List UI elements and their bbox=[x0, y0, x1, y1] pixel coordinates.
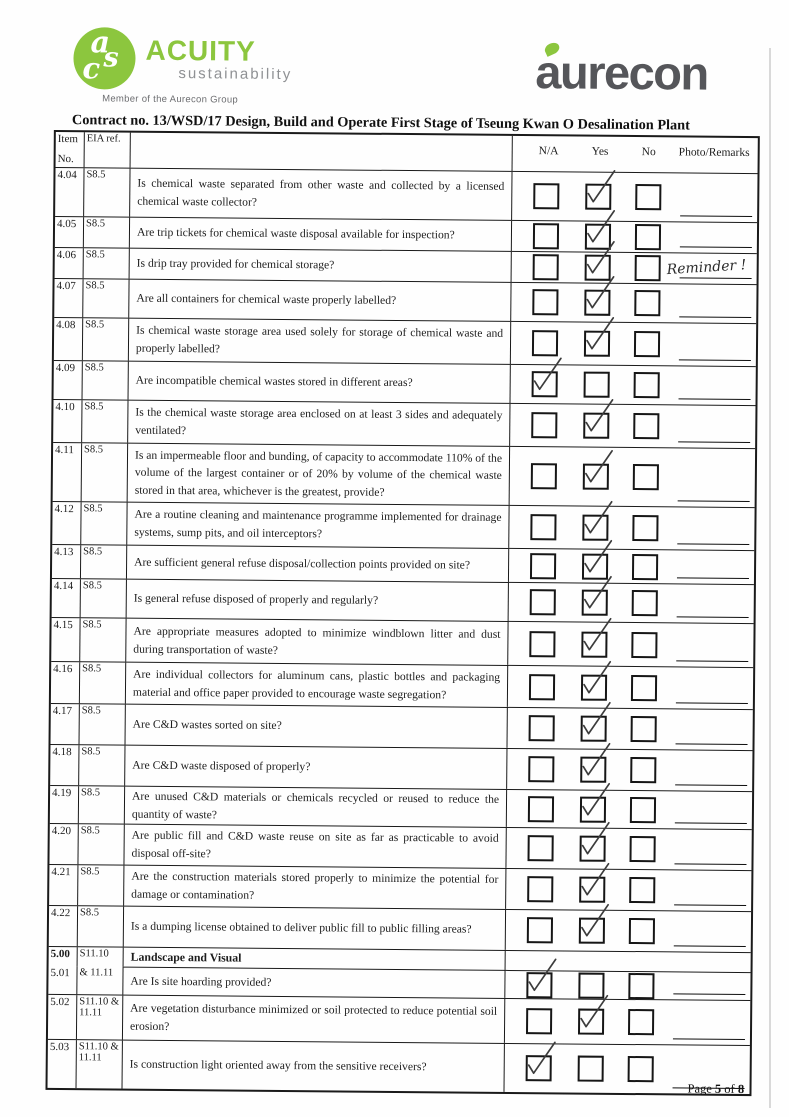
checkbox-na[interactable] bbox=[526, 1055, 552, 1081]
acuity-monogram-letter: c bbox=[82, 51, 101, 86]
answer-cell bbox=[512, 221, 757, 253]
item-number: 4.09 bbox=[54, 361, 83, 399]
aurecon-logo-text: aurecon bbox=[535, 45, 708, 100]
remark-line bbox=[673, 993, 745, 995]
table-row bbox=[51, 703, 753, 750]
remark-line bbox=[680, 246, 752, 248]
eia-ref: S8.5 bbox=[84, 248, 130, 278]
item-number: 4.19 bbox=[50, 786, 79, 823]
document-title: Contract no. 13/WSD/17 Design, Build and Operate First Stage of Tseung Kwan O Desalination Plant bbox=[71, 112, 690, 134]
question-cell bbox=[123, 996, 505, 1043]
checkbox-no[interactable] bbox=[634, 290, 660, 316]
column-header-answers bbox=[513, 136, 758, 173]
question-cell bbox=[130, 169, 512, 220]
checkbox-na[interactable] bbox=[533, 183, 559, 209]
eia-ref: S8.5 bbox=[81, 545, 127, 578]
item-number: 4.11 bbox=[53, 443, 83, 501]
question-text: Are incompatible chemical wastes stored in different areas? bbox=[135, 373, 413, 390]
answer-cell bbox=[507, 790, 752, 829]
remark-line bbox=[677, 577, 749, 579]
question-cell bbox=[129, 362, 511, 403]
page-label: Page bbox=[687, 1081, 712, 1096]
checkbox-na[interactable] bbox=[530, 514, 556, 540]
table-row bbox=[52, 578, 754, 623]
acuity-logo-subtitle: sustainability bbox=[178, 65, 293, 84]
item-header-line1: Item bbox=[57, 132, 79, 146]
checkbox-yes[interactable] bbox=[580, 796, 606, 822]
answer-cell bbox=[506, 828, 751, 870]
checkbox-no[interactable] bbox=[630, 757, 656, 783]
checkbox-yes[interactable] bbox=[585, 224, 611, 250]
answer-cell bbox=[509, 583, 754, 623]
checkbox-no[interactable] bbox=[634, 372, 660, 398]
table-row bbox=[48, 994, 750, 1045]
page-of: of bbox=[724, 1081, 735, 1096]
remark-line bbox=[675, 784, 747, 786]
remark-line bbox=[674, 863, 746, 865]
checkbox-yes[interactable] bbox=[581, 631, 607, 657]
question-cell bbox=[127, 503, 509, 548]
checkbox-yes[interactable] bbox=[580, 836, 606, 862]
page-current: 5 bbox=[714, 1081, 722, 1096]
checkbox-yes[interactable] bbox=[582, 590, 608, 616]
table-row bbox=[50, 744, 752, 791]
table-row bbox=[55, 168, 757, 222]
remark-line bbox=[674, 904, 746, 906]
answer-cell bbox=[506, 910, 751, 952]
checkbox-yes[interactable] bbox=[582, 515, 608, 541]
checkbox-yes[interactable] bbox=[580, 757, 606, 783]
table-row bbox=[52, 501, 754, 550]
table-body bbox=[48, 168, 758, 1097]
checkbox-yes[interactable] bbox=[584, 331, 610, 357]
question-text: Are individual collectors for aluminum cans, plastic bottles and packaging material and office paper provided to encourage waste segregation? bbox=[132, 667, 501, 701]
checkbox-na[interactable] bbox=[532, 330, 558, 356]
checkbox-yes[interactable] bbox=[578, 1056, 604, 1082]
checkbox-yes[interactable] bbox=[578, 972, 604, 998]
answer-cell bbox=[512, 172, 757, 222]
checkbox-no[interactable] bbox=[628, 1009, 654, 1035]
eia-ref: S8.5 bbox=[80, 704, 126, 744]
item-number: 4.04 bbox=[55, 168, 84, 216]
answer-cell bbox=[510, 404, 755, 448]
eia-ref: S8.5 bbox=[78, 865, 124, 905]
checkbox-no[interactable] bbox=[633, 413, 659, 439]
column-header-eia: EIA ref. bbox=[85, 132, 131, 167]
checkbox-yes[interactable] bbox=[585, 184, 611, 210]
checkbox-na[interactable] bbox=[531, 412, 557, 438]
table-row bbox=[49, 864, 751, 911]
question-text: Is the chemical waste storage area enclosed on at least 3 sides and adequately ventilated? bbox=[135, 406, 503, 438]
table-row bbox=[51, 661, 753, 709]
answer-cell bbox=[511, 283, 756, 323]
column-header-remarks: Photo/Remarks bbox=[678, 146, 750, 160]
question-text: Landscape and Visual bbox=[130, 949, 242, 965]
item-number: 4.15 bbox=[51, 618, 80, 661]
item-number: 4.21 bbox=[49, 865, 78, 905]
acuity-member-line: Member of the Aurecon Group bbox=[102, 93, 239, 106]
checkbox-na[interactable] bbox=[528, 835, 554, 861]
table-row bbox=[51, 617, 753, 667]
checkbox-no[interactable] bbox=[631, 716, 657, 742]
checkbox-yes[interactable] bbox=[583, 413, 609, 439]
checkbox-na[interactable] bbox=[527, 876, 553, 902]
checkbox-na[interactable] bbox=[528, 756, 554, 782]
item-number: 4.17 bbox=[51, 704, 80, 744]
checkbox-yes[interactable] bbox=[581, 716, 607, 742]
checkbox-no[interactable] bbox=[628, 972, 654, 998]
remark-handwriting: Reminder ! bbox=[666, 257, 748, 279]
acuity-monogram-letter: a bbox=[90, 25, 111, 61]
question-cell bbox=[126, 705, 508, 748]
question-text: Are C&D wastes sorted on site? bbox=[132, 717, 282, 733]
remark-line bbox=[679, 359, 751, 361]
checkbox-no[interactable] bbox=[634, 331, 660, 357]
question-text: Is chemical waste storage area used solely for storage of chemical waste and properly labelled? bbox=[135, 324, 504, 356]
checkbox-na[interactable] bbox=[530, 553, 556, 579]
checkbox-na[interactable] bbox=[532, 371, 558, 397]
question-text: Are a routine cleaning and maintenance programme implemented for drainage systems, sump pits, and oil interceptors? bbox=[134, 508, 502, 541]
checkbox-no[interactable] bbox=[629, 877, 655, 903]
question-cell bbox=[128, 401, 510, 446]
remark-line bbox=[680, 215, 752, 217]
column-header-yes: Yes bbox=[591, 145, 609, 158]
item-number: 5.01 bbox=[48, 966, 77, 994]
column-header-na: N/A bbox=[538, 145, 559, 158]
checklist-table bbox=[45, 130, 759, 1096]
item-number: 4.07 bbox=[54, 279, 83, 317]
table-row bbox=[50, 785, 752, 829]
remark-line bbox=[676, 702, 748, 704]
column-header-question bbox=[131, 133, 513, 171]
table-row bbox=[53, 399, 755, 448]
item-number: 4.08 bbox=[54, 318, 83, 360]
checkbox-na[interactable] bbox=[530, 589, 556, 615]
checkbox-na[interactable] bbox=[533, 254, 559, 280]
checkbox-no[interactable] bbox=[632, 590, 658, 616]
item-number: 4.20 bbox=[49, 824, 78, 864]
answer-cell bbox=[506, 951, 751, 972]
checkbox-no[interactable] bbox=[629, 836, 655, 862]
answer-cell bbox=[507, 708, 752, 750]
answer-cell bbox=[509, 506, 754, 550]
remark-line bbox=[677, 543, 749, 545]
answer-cell bbox=[508, 666, 753, 709]
question-cell bbox=[129, 280, 511, 321]
question-text: Are vegetation disturbance minimized or soil protected to reduce potential soil erosion? bbox=[129, 1002, 498, 1033]
acuity-logo-icon bbox=[73, 27, 136, 90]
checkbox-yes[interactable] bbox=[584, 290, 610, 316]
checkbox-na[interactable] bbox=[528, 796, 554, 822]
answer-cell bbox=[511, 322, 756, 366]
eia-ref: S8.5 bbox=[83, 318, 129, 360]
checkbox-na[interactable] bbox=[527, 917, 553, 943]
checkbox-yes[interactable] bbox=[584, 372, 610, 398]
question-cell bbox=[129, 319, 511, 364]
question-text: Is general refuse disposed of properly and regularly? bbox=[133, 591, 379, 607]
question-cell bbox=[123, 967, 505, 998]
eia-ref: S8.5 bbox=[78, 906, 124, 946]
question-text: Is drip tray provided for chemical storage? bbox=[136, 256, 335, 272]
column-header-no: No bbox=[641, 146, 656, 159]
table-header-row bbox=[56, 132, 758, 174]
question-cell bbox=[126, 663, 508, 707]
eia-ref: S8.5 bbox=[83, 361, 129, 399]
table-row bbox=[48, 1039, 750, 1097]
item-number: 4.14 bbox=[52, 579, 81, 617]
table-row bbox=[54, 317, 756, 366]
eia-ref: S8.5 bbox=[79, 745, 125, 785]
question-text: Is a dumping license obtained to deliver public fill to public filling areas? bbox=[130, 919, 472, 936]
remark-line bbox=[678, 500, 750, 502]
checkbox-na[interactable] bbox=[529, 674, 555, 700]
remark-line bbox=[679, 398, 751, 400]
checkbox-na[interactable] bbox=[531, 463, 557, 489]
checkbox-no[interactable] bbox=[632, 554, 658, 580]
eia-ref: S8.5 bbox=[84, 217, 130, 247]
answer-cell bbox=[505, 999, 750, 1045]
checkbox-na[interactable] bbox=[533, 223, 559, 249]
question-cell bbox=[126, 619, 508, 665]
item-number: 4.10 bbox=[53, 400, 82, 442]
question-text: Are unused C&D materials or chemicals recycled or reused to reduce the quantity of waste? bbox=[131, 789, 500, 821]
eia-ref: S8.5 bbox=[82, 443, 129, 501]
remark-line bbox=[678, 441, 750, 443]
item-number: 4.13 bbox=[52, 545, 81, 578]
answer-cell bbox=[510, 447, 755, 507]
item-number: 5.02 bbox=[48, 995, 77, 1039]
answer-cell bbox=[512, 252, 757, 284]
checkbox-no[interactable] bbox=[629, 918, 655, 944]
question-text: Are trip tickets for chemical waste disposal available for inspection? bbox=[136, 225, 455, 242]
answer-cell bbox=[506, 869, 751, 911]
checkbox-na[interactable] bbox=[526, 972, 552, 998]
table-row bbox=[49, 823, 751, 870]
table-row bbox=[54, 278, 756, 323]
checkbox-na[interactable] bbox=[526, 1008, 552, 1034]
checkbox-yes[interactable] bbox=[579, 877, 605, 903]
checkbox-yes[interactable] bbox=[582, 553, 608, 579]
answer-cell bbox=[511, 365, 756, 405]
question-cell bbox=[125, 746, 507, 789]
question-cell bbox=[124, 907, 506, 950]
checkbox-no[interactable] bbox=[631, 675, 657, 701]
question-cell bbox=[127, 580, 509, 621]
question-text: Are appropriate measures adopted to minimize windblown litter and dust during transportation of waste? bbox=[133, 624, 501, 657]
eia-ref: S8.5 bbox=[81, 579, 127, 617]
item-number: 4.05 bbox=[55, 217, 84, 247]
checkbox-no[interactable] bbox=[631, 632, 657, 658]
page-number bbox=[687, 1082, 744, 1097]
remark-line bbox=[679, 316, 751, 318]
remark-line bbox=[677, 616, 749, 618]
remark-line bbox=[675, 822, 747, 824]
column-header-item bbox=[56, 132, 85, 167]
table-row bbox=[53, 442, 755, 507]
eia-ref: S11.10 & 11.11 bbox=[77, 995, 123, 1039]
question-cell bbox=[124, 825, 506, 868]
question-cell bbox=[123, 1041, 505, 1092]
question-cell bbox=[128, 444, 510, 505]
checkbox-yes[interactable] bbox=[585, 255, 611, 281]
eia-ref: S8.5 bbox=[78, 824, 124, 864]
question-cell bbox=[125, 787, 507, 827]
checkbox-no[interactable] bbox=[633, 464, 659, 490]
item-number: 5.00 bbox=[49, 947, 78, 966]
answer-cell bbox=[505, 970, 750, 1000]
checkbox-yes[interactable] bbox=[583, 464, 609, 490]
question-text: Are sufficient general refuse disposal/collection points provided on site? bbox=[134, 555, 471, 572]
checkbox-no[interactable] bbox=[635, 224, 661, 250]
item-number: 4.22 bbox=[49, 906, 78, 946]
eia-ref: S8.5 bbox=[79, 786, 125, 823]
checkbox-na[interactable] bbox=[532, 289, 558, 315]
remark-line bbox=[673, 1038, 745, 1040]
page-total: 8 bbox=[737, 1081, 745, 1097]
question-cell bbox=[127, 546, 509, 582]
acuity-monogram-letter: s bbox=[103, 42, 119, 74]
eia-ref: S11.10 & 11.11 bbox=[77, 1040, 123, 1088]
checkbox-yes[interactable] bbox=[578, 1009, 604, 1035]
item-number: 4.16 bbox=[51, 662, 80, 703]
eia-ref: S8.5 bbox=[83, 279, 129, 317]
acuity-logo-text: ACUITY bbox=[145, 34, 256, 67]
question-text: Are C&D waste disposed of properly? bbox=[132, 758, 311, 774]
question-text: Are Is site hoarding provided? bbox=[130, 974, 272, 989]
question-cell bbox=[130, 218, 512, 251]
item-number: 4.06 bbox=[55, 248, 84, 278]
question-text: Is chemical waste separated from other waste and collected by a licensed chemical waste collector? bbox=[137, 177, 505, 209]
item-header-line2: No. bbox=[57, 152, 74, 166]
checkbox-na[interactable] bbox=[529, 631, 555, 657]
checkbox-no[interactable] bbox=[630, 797, 656, 823]
question-text: Are all containers for chemical waste properly labelled? bbox=[136, 291, 397, 308]
question-cell bbox=[130, 249, 512, 282]
scan-edge-artifact bbox=[769, 48, 771, 1108]
eia-ref: S8.5 bbox=[81, 502, 127, 544]
item-number: 4.12 bbox=[52, 502, 81, 544]
remark-line bbox=[676, 743, 748, 745]
question-text: Are the construction materials stored properly to minimize the potential for damage or contamination? bbox=[131, 870, 499, 902]
checkbox-yes[interactable] bbox=[581, 674, 607, 700]
remark-line bbox=[680, 277, 752, 279]
item-number: 4.18 bbox=[50, 745, 79, 785]
checkbox-no[interactable] bbox=[635, 255, 661, 281]
eia-ref: S8.5 bbox=[80, 662, 126, 703]
remark-line bbox=[674, 945, 746, 947]
answer-cell bbox=[509, 549, 754, 584]
checkbox-no[interactable] bbox=[628, 1056, 654, 1082]
item-number: 5.03 bbox=[48, 1040, 77, 1088]
eia-ref: S8.5 bbox=[80, 618, 126, 661]
answer-cell bbox=[507, 749, 752, 791]
question-cell bbox=[124, 866, 506, 909]
checkbox-no[interactable] bbox=[632, 515, 658, 541]
eia-ref: S8.5 bbox=[82, 400, 128, 442]
table-row bbox=[49, 905, 751, 952]
eia-ref: S8.5 bbox=[84, 168, 130, 216]
checkbox-no[interactable] bbox=[635, 184, 661, 210]
question-text: Is construction light oriented away from the sensitive receivers? bbox=[129, 1057, 427, 1074]
table-row bbox=[54, 360, 756, 405]
eia-ref: & 11.11 bbox=[77, 966, 123, 994]
question-text: Is an impermeable floor and bunding, of capacity to accommodate 110% of the volume of the largest container or of 20% by volume of the chemical waste stored in that area, whichever is the greatest, provide? bbox=[134, 448, 503, 499]
eia-ref: S11.10 bbox=[78, 947, 124, 966]
checkbox-na[interactable] bbox=[529, 715, 555, 741]
answer-cell bbox=[508, 622, 753, 667]
checkbox-yes[interactable] bbox=[579, 918, 605, 944]
question-text: Are public fill and C&D waste reuse on site as far as practicable to avoid disposal off-site? bbox=[131, 829, 499, 861]
remark-line bbox=[676, 660, 748, 662]
